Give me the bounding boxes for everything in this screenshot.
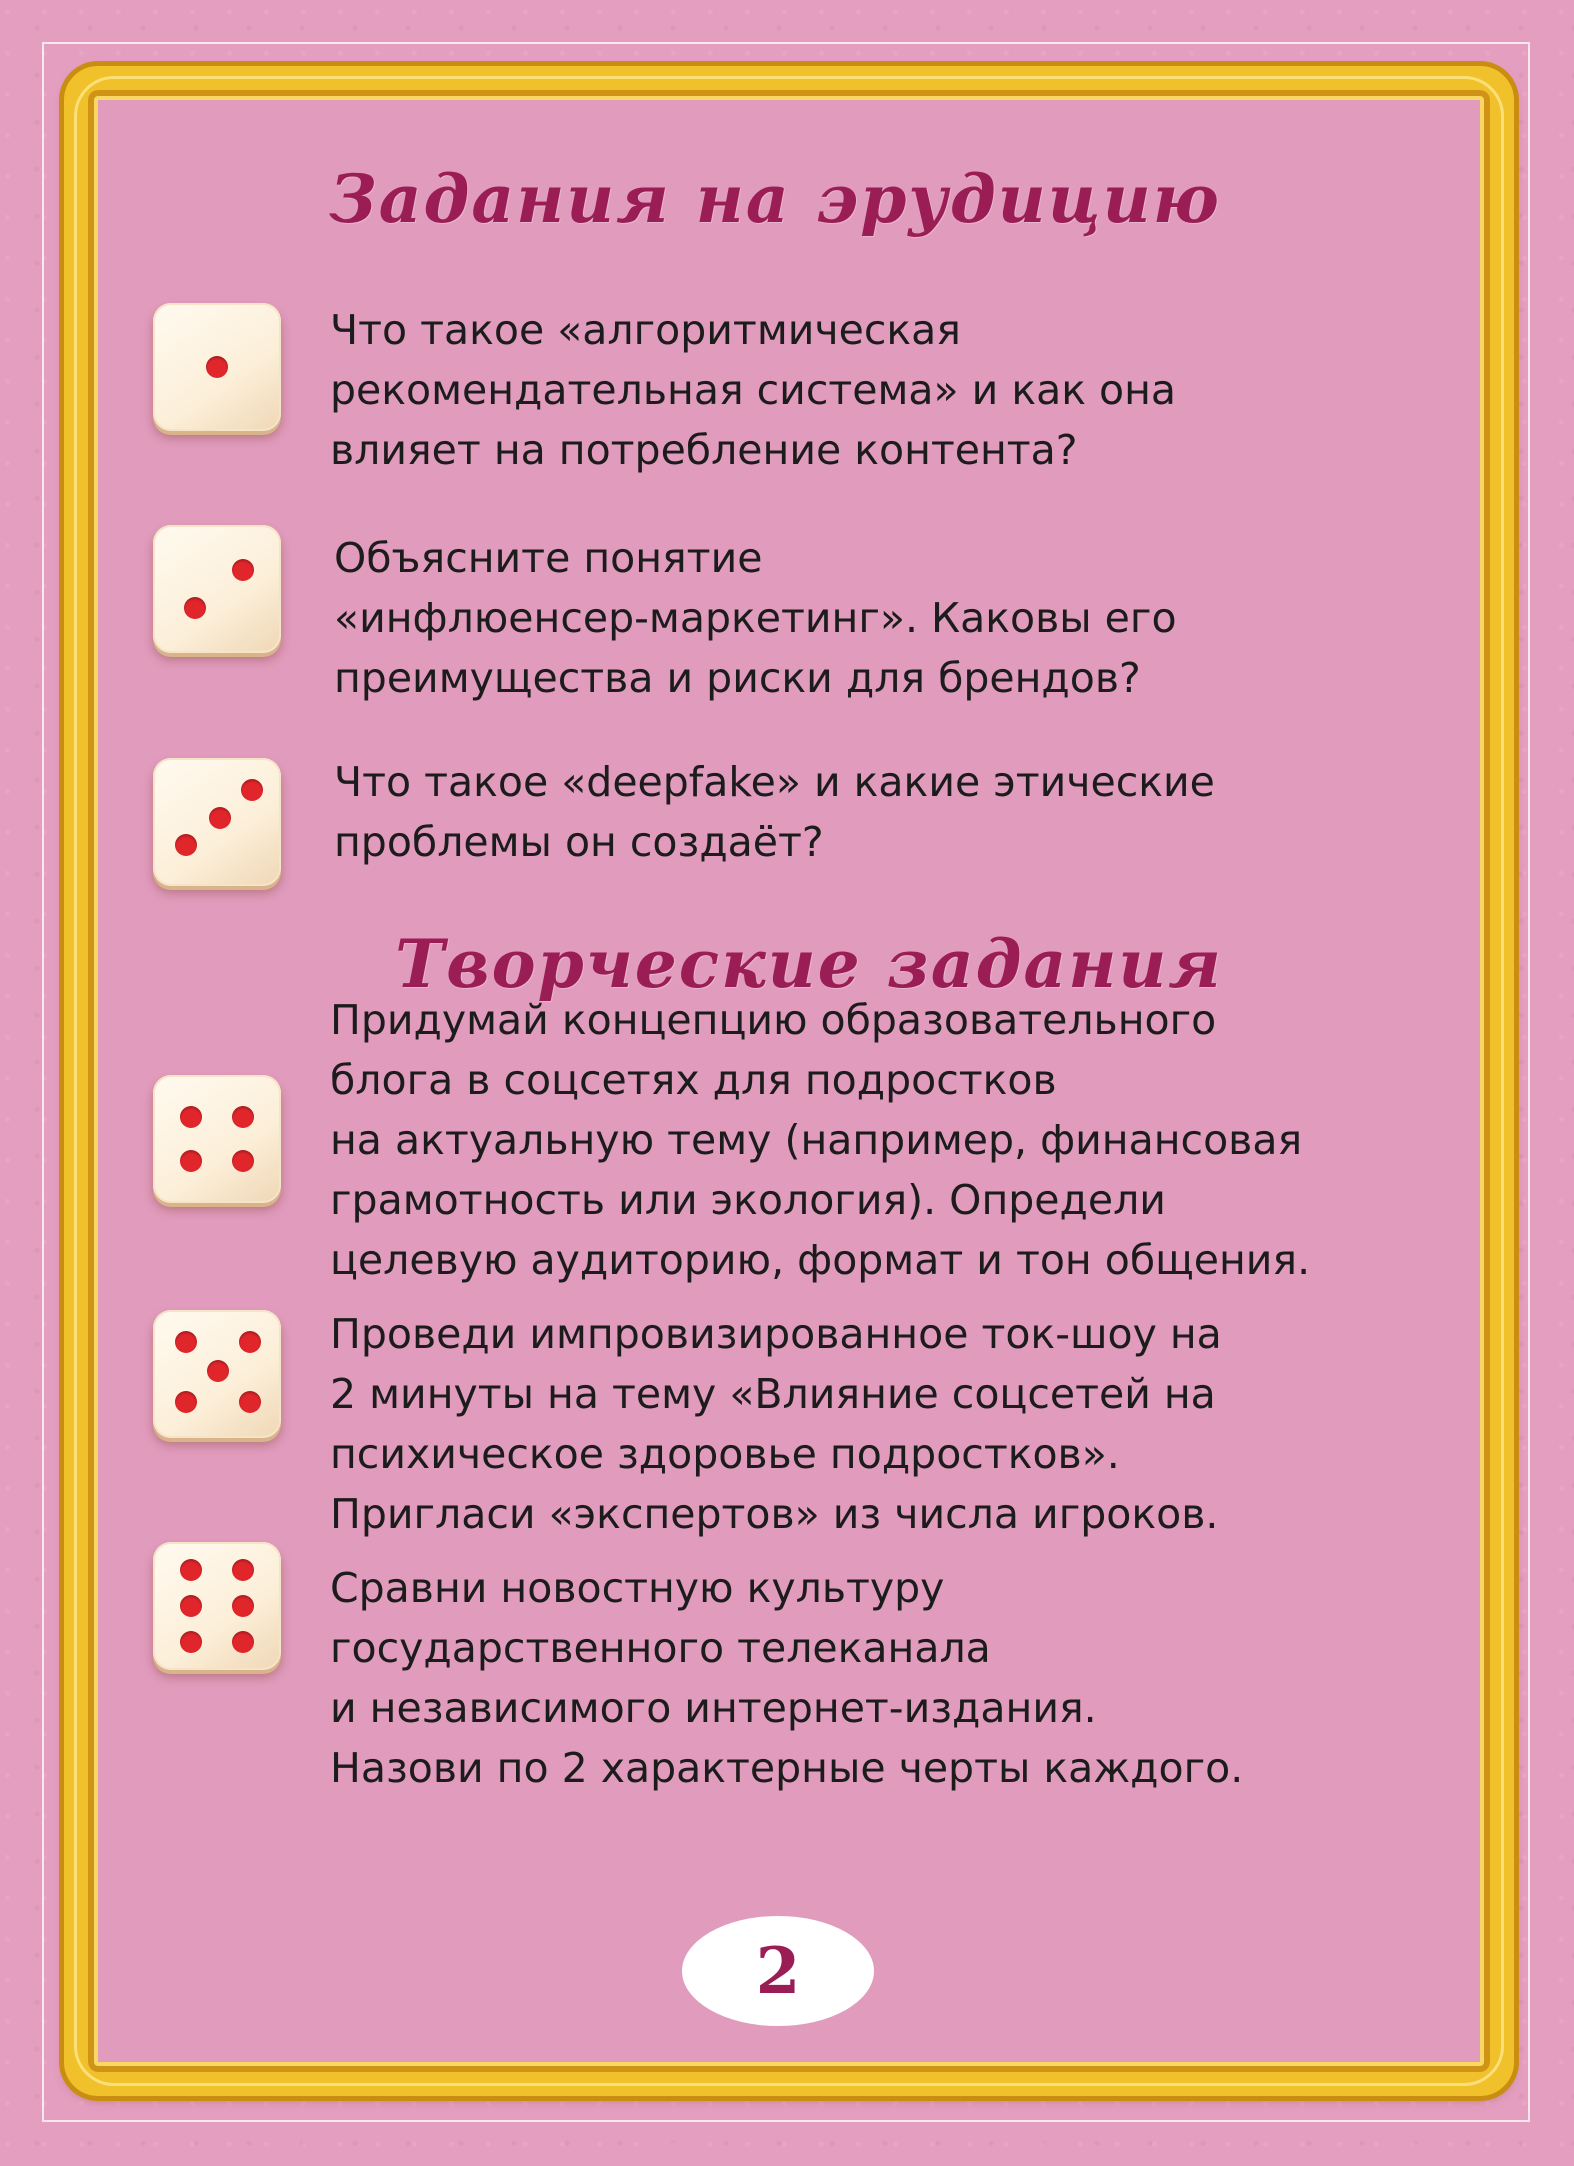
die-pip	[239, 1391, 261, 1413]
erudition-title: Задания на эрудицию	[329, 160, 1221, 238]
creative-title: Творческие задания	[395, 925, 1223, 1003]
task-3-text: Что такое «deepfake» и какие этические проблемы он создаёт?	[334, 758, 1215, 866]
task-1-text: Что такое «алгоритмическая рекомендательная система» и как она влияет на потребление контента?	[330, 306, 1177, 474]
task-4-text: Придумай концепцию образовательного блога в соцсетях для подростков на актуальную тему (например, финансовая грамотность или экология). Определи целевую аудиторию, формат и тон общения.	[330, 996, 1311, 1284]
die-pip	[232, 1631, 254, 1653]
die-pip	[180, 1559, 202, 1581]
die-pip	[232, 1595, 254, 1617]
die-pip	[207, 1360, 229, 1382]
die-pip	[241, 779, 263, 801]
die-pip	[175, 834, 197, 856]
die-pip	[232, 1559, 254, 1581]
die-pip	[180, 1595, 202, 1617]
die-pip	[232, 1150, 254, 1172]
die-3-icon	[153, 758, 281, 886]
die-pip	[184, 597, 206, 619]
die-pip	[180, 1106, 202, 1128]
die-pip	[180, 1631, 202, 1653]
die-5-icon	[153, 1310, 281, 1438]
die-pip	[232, 1106, 254, 1128]
page-number-badge: 2	[682, 1916, 874, 2026]
task-2-text: Объясните понятие «инфлюенсер-маркетинг». Каковы его преимущества и риски для брендов?	[334, 534, 1177, 702]
die-pip	[175, 1391, 197, 1413]
die-pip	[180, 1150, 202, 1172]
die-6-icon	[153, 1542, 281, 1670]
die-4-icon	[153, 1075, 281, 1203]
die-pip	[209, 807, 231, 829]
die-pip	[232, 559, 254, 581]
die-2-icon	[153, 525, 281, 653]
die-pip	[206, 356, 228, 378]
task-5-text: Проведи импровизированное ток-шоу на 2 минуты на тему «Влияние соцсетей на психическое здоровье подростков». Пригласи «экспертов» из числа игроков.	[330, 1310, 1222, 1538]
task-6-text: Сравни новостную культуру государственного телеканала и независимого интернет-издания. Назови по 2 характерные черты каждого.	[330, 1564, 1244, 1792]
die-pip	[175, 1331, 197, 1353]
die-pip	[239, 1331, 261, 1353]
die-1-icon	[153, 303, 281, 431]
